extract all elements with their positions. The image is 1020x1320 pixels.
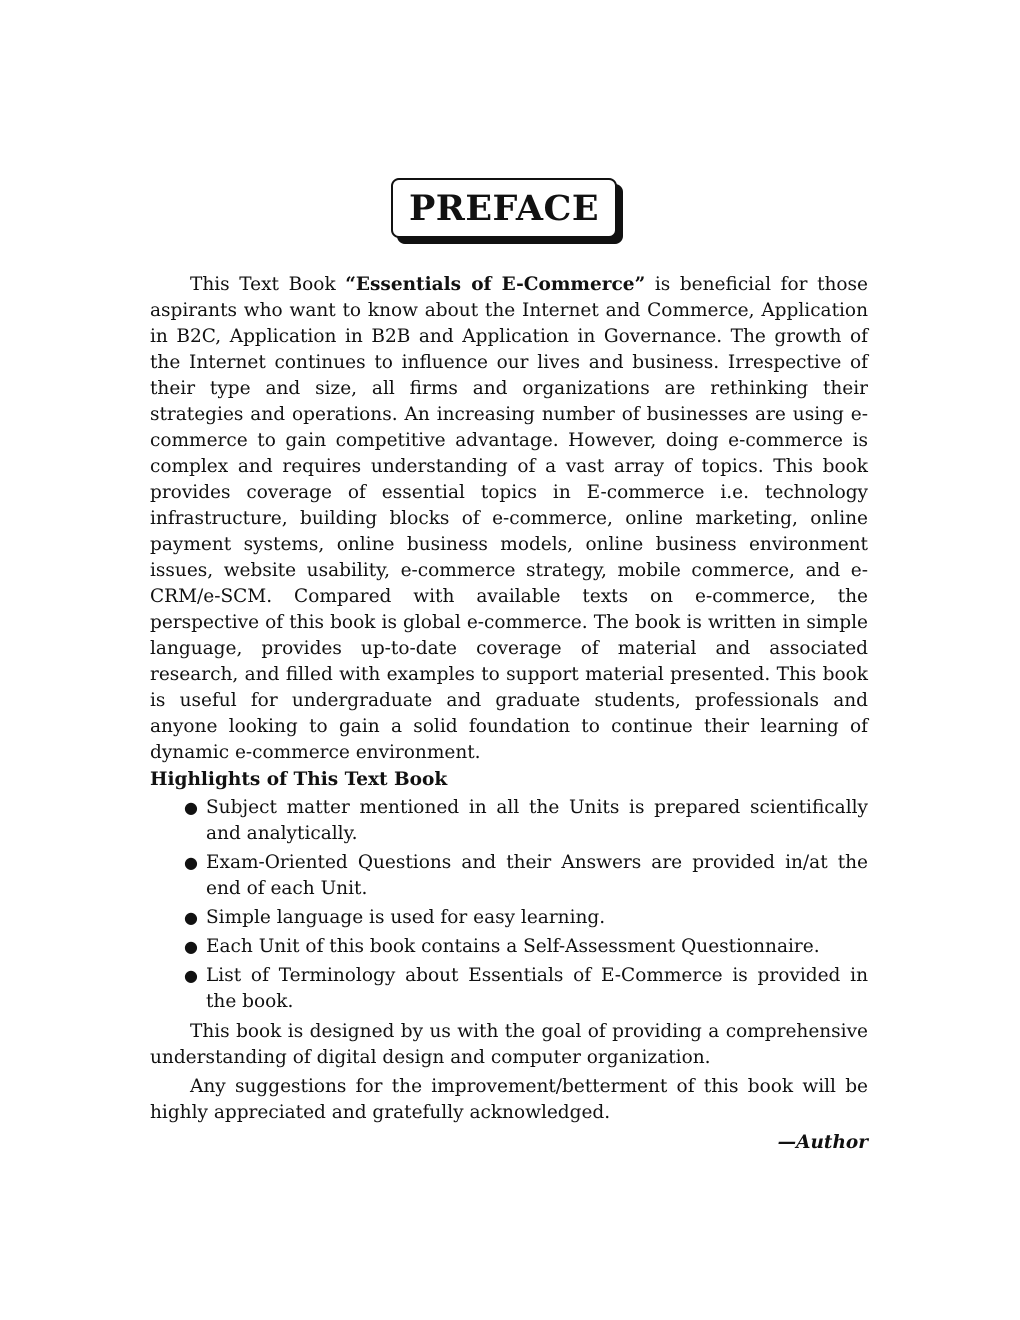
title-box (391, 178, 617, 238)
intro-paragraph (150, 272, 868, 766)
author-signature: —Author (777, 1132, 868, 1153)
list-item (150, 934, 868, 960)
highlights-heading: Highlights of This Text Book (150, 769, 448, 790)
bullet-icon: ● (184, 966, 198, 985)
list-item-text: List of Terminology about Essentials of E-Commerce is provided in the book. (206, 965, 868, 1012)
list-item (150, 795, 868, 847)
closing-paragraph-2: Any suggestions for the improvement/betterment of this book will be highly appreciated and gratefully acknowledged. (150, 1076, 868, 1123)
book-title: “Essentials of E-Commerce” (345, 274, 646, 295)
highlights-list (150, 795, 868, 1015)
closing-paragraph-1: This book is designed by us with the goal of providing a comprehensive understanding of digital design and computer organization. (150, 1021, 868, 1068)
list-item-text: Each Unit of this book contains a Self-Assessment Questionnaire. (206, 936, 820, 957)
intro-body: is beneficial for those aspirants who want to know about the Internet and Commerce, Application in B2C, Application in B2B and Application in Governance. The growth of the Internet continues to influence our lives and business. Irrespective of their type and size, all firms and organizations are rethinking their strategies and operations. An increasing number of businesses are using e-commerce to gain competitive advantage. However, doing e-commerce is complex and requires understanding of a vast array of topics. This book provides coverage of essential topics in E-commerce i.e. technology infrastructure, building blocks of e-commerce, online marketing, online payment systems, online business models, online business environment issues, website usability, e-commerce strategy, mobile commerce, and e-CRM/e-SCM. Compared with available texts on e-commerce, the perspective of this book is global e-commerce. The book is written in simple language, provides up-to-date coverage of material and associated research, and filled with examples to support material presented. This book is useful for undergraduate and graduate students, professionals and anyone looking to gain a solid foundation to continue their learning of dynamic e-commerce environment. (150, 274, 868, 763)
bullet-icon: ● (184, 798, 198, 817)
list-item-text: Exam-Oriented Questions and their Answers are provided in/at the end of each Unit. (206, 852, 868, 899)
bullet-icon: ● (184, 853, 198, 872)
page-title: PREFACE (408, 187, 600, 229)
intro-lead: This Text Book (190, 274, 346, 295)
list-item (150, 963, 868, 1015)
bullet-icon: ● (184, 908, 198, 927)
title-frame (391, 178, 617, 238)
list-item-text: Subject matter mentioned in all the Units is prepared scientifically and analytically. (206, 797, 868, 844)
list-item (150, 850, 868, 902)
list-item (150, 905, 868, 931)
preface-content (150, 272, 868, 1156)
list-item-text: Simple language is used for easy learning. (206, 907, 606, 928)
bullet-icon: ● (184, 937, 198, 956)
